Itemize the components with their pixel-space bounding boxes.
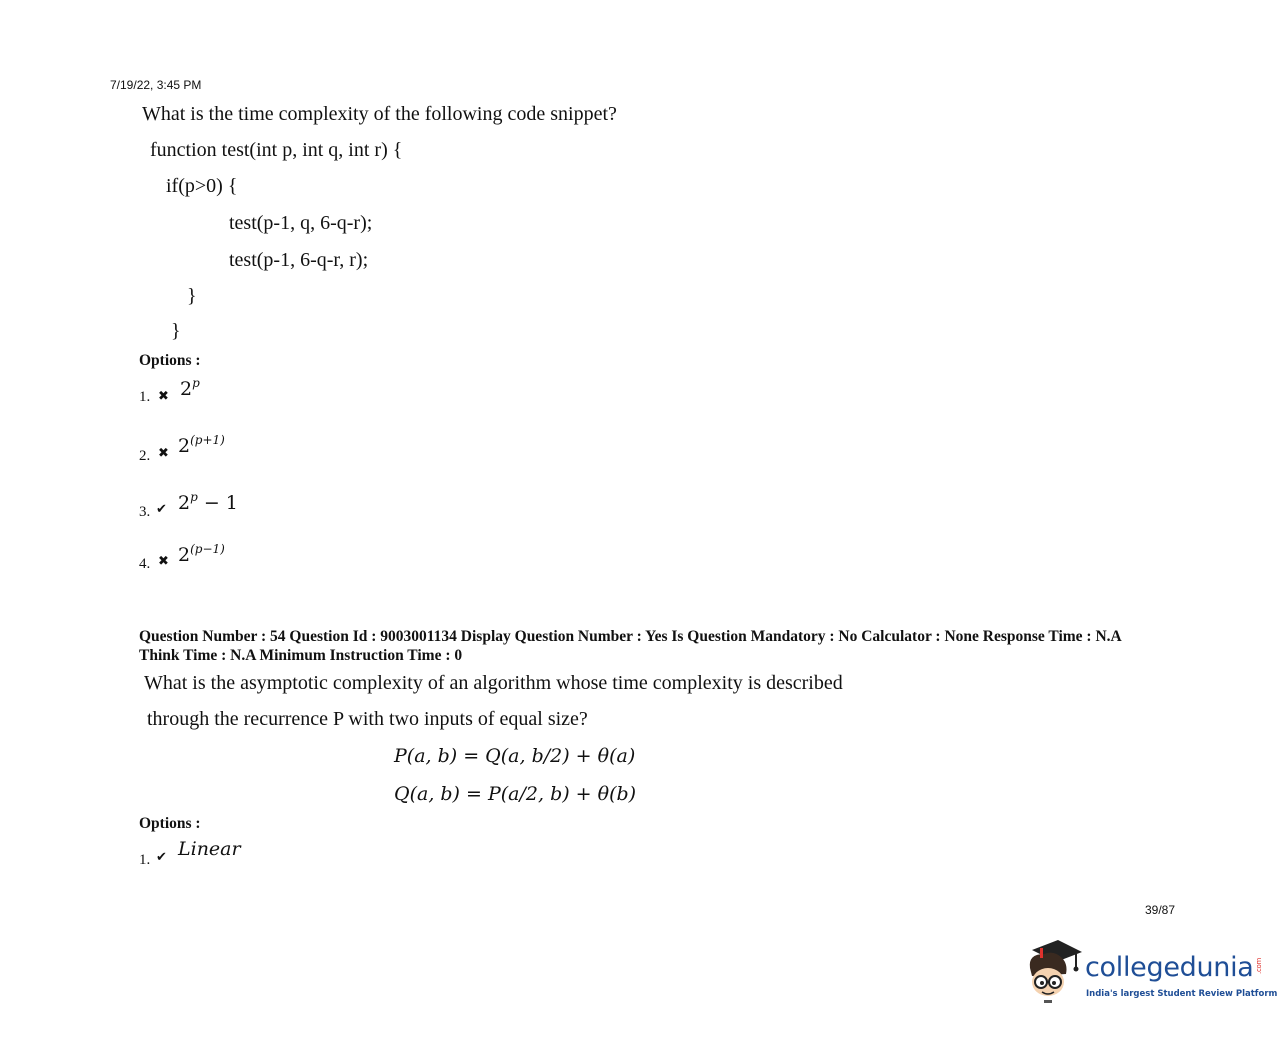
option-number: 1. — [139, 389, 151, 405]
logo-wordmark: collegedunia.com — [1085, 952, 1263, 983]
option-number: 4. — [139, 556, 151, 572]
option-formula: $2^p - 1$ — [178, 490, 238, 514]
option-formula: 2$^p$ — [180, 376, 200, 400]
wrong-mark-icon: ✖ — [158, 446, 169, 461]
question-2-prompt-line-1: What is the asymptotic complexity of an algorithm whose time complexity is described — [144, 672, 843, 694]
logo-suffix: .com — [1254, 958, 1263, 974]
code-line-4: test(p-1, 6-q-r, r); — [229, 249, 369, 271]
option-number: 3. — [139, 504, 151, 520]
options-label-1: Options : — [139, 352, 201, 369]
code-line-6: } — [171, 320, 181, 342]
question-1-prompt: What is the time complexity of the following code snippet? — [142, 103, 617, 125]
wrong-mark-icon: ✖ — [158, 554, 169, 569]
option-number: 1. — [139, 852, 151, 868]
option-number: 2. — [139, 448, 151, 464]
correct-mark-icon: ✔ — [156, 502, 167, 517]
code-line-3: test(p-1, q, 6-q-r); — [229, 212, 373, 234]
mascot-icon — [1024, 938, 1084, 1008]
recurrence-equation-2: Q(a, b) = P(a/2, b) + θ(b) — [394, 783, 637, 805]
option-text: Linear — [178, 838, 241, 860]
wrong-mark-icon: ✖ — [158, 389, 169, 404]
print-timestamp: 7/19/22, 3:45 PM — [110, 78, 202, 92]
options-label-2: Options : — [139, 815, 201, 832]
code-line-2: if(p>0) { — [166, 175, 238, 197]
page-number: 39/87 — [1145, 903, 1176, 917]
question-2-prompt-line-2: through the recurrence P with two inputs of equal size? — [147, 708, 588, 730]
code-line-5: } — [187, 285, 197, 307]
option-formula: $2^{(p-1)}$ — [178, 542, 225, 566]
code-line-1: function test(int p, int q, int r) { — [150, 139, 403, 161]
option-formula: $2^{(p+1)}$ — [178, 433, 225, 457]
collegedunia-logo — [1024, 938, 1278, 1010]
question-2-metadata: Question Number : 54 Question Id : 9003001134 Display Question Number : Yes Is Question Mandatory : No Calculator : None Response Time : N.A Think Time : N.A Minimum Instruction Time : 0 — [139, 628, 1121, 664]
logo-tagline: India's largest Student Review Platform — [1086, 989, 1278, 999]
correct-mark-icon: ✔ — [156, 850, 167, 865]
recurrence-equation-1: P(a, b) = Q(a, b/2) + θ(a) — [394, 745, 636, 767]
